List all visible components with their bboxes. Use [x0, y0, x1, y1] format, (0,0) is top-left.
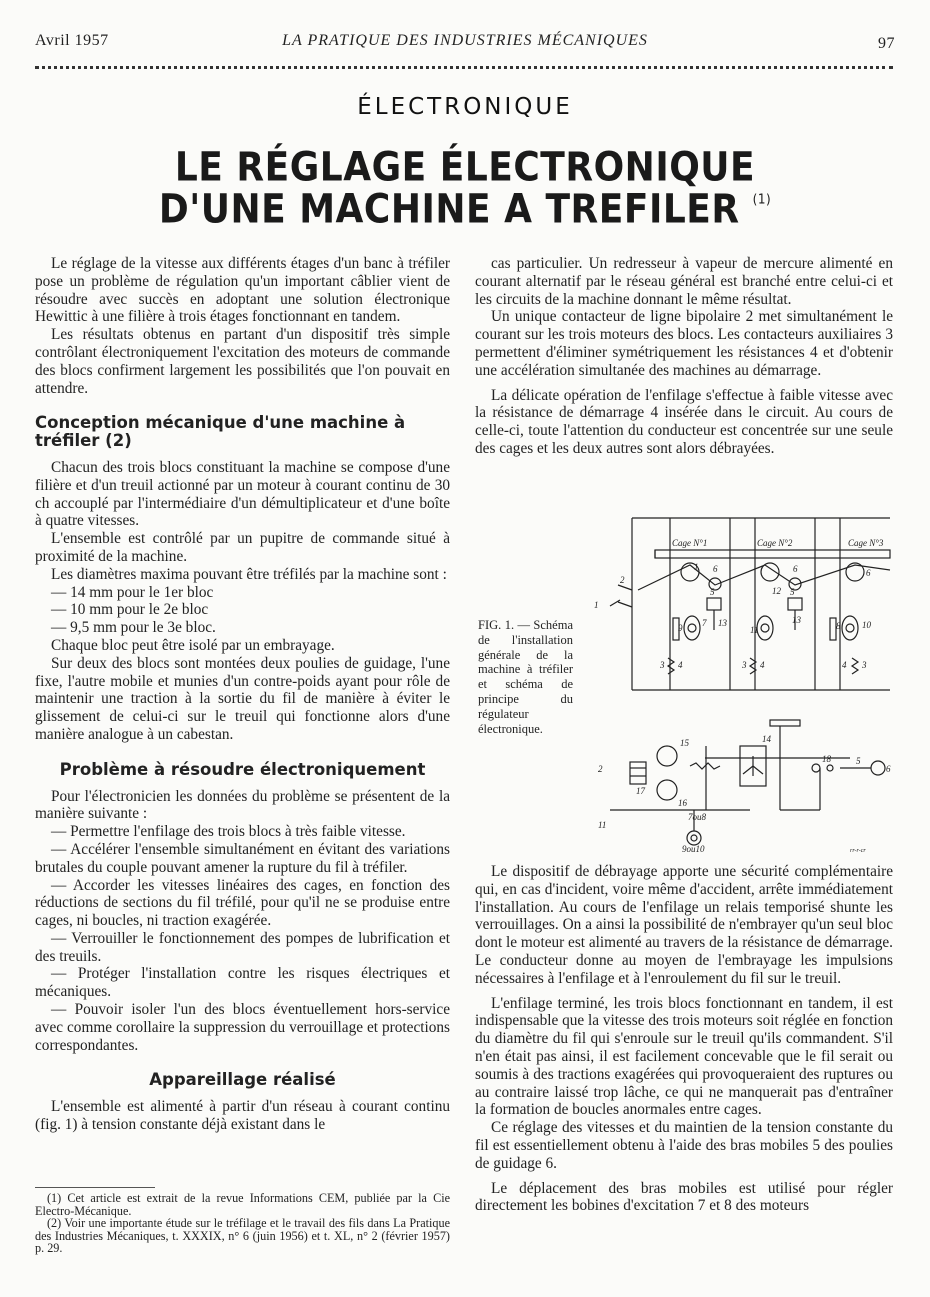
paragraph: cas particulier. Un redresseur à vapeur de mercure alimenté en courant alternatif par le réseau général est branché entre celui-ci et les circuits de la machine donnant le même résultat.	[475, 255, 893, 308]
paragraph: Chacun des trois blocs constituant la machine se compose d'une filière et d'un treuil actionné par un moteur à courant continu de 30 ch accouplé par l'intermédiaire d'un démultiplicateur et d'une boîte à quatre vitesses.	[35, 458, 450, 530]
label-2-diagram: 2	[598, 764, 603, 774]
right-column-top	[475, 255, 893, 458]
figure-caption: FIG. 1. — Schéma de l'installation générale de la machine à tréfiler et schéma de principe du régulateur électronique.	[478, 618, 573, 736]
paragraph: Chaque bloc peut être isolé par un embrayage.	[51, 636, 335, 654]
label-3b: 3	[742, 660, 747, 670]
label-5b: 5	[790, 587, 795, 597]
list-item: — 14 mm pour le 1er bloc	[51, 583, 214, 601]
section-heading: Problème à résoudre électroniquement	[59, 759, 426, 779]
label-6a: 6	[713, 564, 718, 574]
label-18: 18	[822, 754, 831, 764]
label-13b: 13	[792, 615, 801, 625]
cage-1-label: Cage N°1	[672, 538, 708, 548]
journal-title: LA PRATIQUE DES INDUSTRIES MÉCANIQUES	[282, 32, 648, 49]
paragraph: Le réglage de la vitesse aux différents étages d'un banc à tréfiler pose un problème de régulation qu'un important câblier vient de résoudre avec succès en adoptant une solution électronique Hewittic à une filière à trois étages fonctionnant en tandem.	[35, 255, 450, 326]
label-7ou8: 7ou8	[688, 812, 706, 822]
paragraph: Le dispositif de débrayage apporte une sécurité complémentaire qui, en cas d'incident, voire même d'accident, arrête immédiatement l'installation. Au cours de l'enfilage un relais temporisé shunte les verrouillages. On a ainsi la possibilité de n'embrayer qu'un seul bloc dont le moteur est alimenté au travers de la résistance de démarrage. Le conducteur donne au moyen de l'embrayage les impulsions nécessaires à l'enfilage et à l'enroulement du fil sur le treuil.	[475, 863, 893, 987]
label-14: 14	[762, 734, 771, 744]
article-title-line-2	[0, 187, 930, 233]
list-item: — 9,5 mm pour le 3e bloc.	[51, 619, 216, 637]
label-15: 15	[680, 738, 689, 748]
label-6b: 6	[793, 564, 798, 574]
label-1: 1	[594, 600, 599, 610]
paragraph: Pour l'électronicien les données du problème se présentent de la manière suivante :	[35, 787, 450, 823]
label-12: 12	[772, 586, 781, 596]
label-11: 11	[750, 625, 759, 635]
cage-2-label: Cage N°2	[757, 538, 793, 548]
paragraph: Ce réglage des vitesses et du maintien de la tension constante du fil est essentiellement obtenu à l'aide des bras mobiles 5 des poulies de guidage 6.	[475, 1119, 893, 1172]
paragraph: Le déplacement des bras mobiles est utilisé pour régler directement les bobines d'excitation 7 et 8 des moteurs	[475, 1179, 893, 1215]
label-3c: 3	[862, 660, 867, 670]
label-10: 10	[862, 620, 871, 630]
label-9: 9	[678, 623, 683, 633]
footnotes	[35, 1187, 450, 1255]
list-item: — Accélérer l'ensemble simultanément en évitant des variations brutales du couple pouvant amener la rupture du fil à tréfiler.	[35, 840, 450, 876]
label-4b: 4	[760, 660, 765, 670]
paragraph: Sur deux des blocs sont montées deux poulies de guidage, l'une fixe, l'autre mobile et munies d'un contre-poids ayant pour rôle de maintenir une traction à la sortie du fil de manière à éviter le glissement de celui-ci sur le treuil qui fonctionne alors d'une manière analogue à un cabestan.	[35, 654, 450, 743]
label-6c: 6	[866, 568, 871, 578]
footnote-rule	[35, 1187, 155, 1188]
footnote-1: (1) Cet article est extrait de la revue Informations CEM, publiée par la Cie Electro-Mécanique.	[35, 1191, 450, 1218]
paragraph: L'ensemble est alimenté à partir d'un réseau à courant continu (fig. 1) à tension constante déjà existant dans le	[35, 1098, 450, 1134]
paragraph: L'ensemble est contrôlé par un pupitre de commande situé à proximité de la machine.	[35, 530, 450, 565]
label-6-diagram: 6	[886, 764, 891, 774]
label-5-diagram: 5	[856, 756, 861, 766]
cage-3-label: Cage N°3	[848, 538, 884, 548]
title-footnote-ref: (1)	[752, 191, 772, 207]
right-column-bottom	[475, 863, 893, 1215]
label-1-on-pulley: 1	[694, 562, 699, 572]
running-header	[35, 32, 895, 54]
paragraph: Les résultats obtenus en partant d'un dispositif très simple contrôlant électroniquement l'excitation des moteurs de commande des blocs confirment largement les possibilités que l'on pouvait en attendre.	[35, 326, 450, 397]
section-rubric: ÉLECTRONIQUE	[357, 94, 573, 120]
paragraph: La délicate opération de l'enfilage s'effectue à faible vitesse avec la résistance de démarrage 4 insérée dans le circuit. Au cours de celle-ci, toute l'attention du conducteur est concentrée sur une seule des cages et les deux autres sont alors débrayées.	[475, 386, 893, 457]
page-number: 97	[878, 35, 895, 52]
issue-date: Avril 1957	[35, 32, 109, 49]
paragraph: Un unique contacteur de ligne bipolaire 2 met simultanément le courant sur les trois moteurs des blocs. Les contacteurs auxiliaires 3 permettent d'éliminer symétriquement les résistances 4 et d'obtenir une accélération simultanée des machines au démarrage.	[475, 308, 893, 379]
label-16: 16	[678, 798, 687, 808]
section-heading: Conception mécanique d'une machine à tréfiler (2)	[35, 413, 406, 451]
label-9ou10: 9ou10	[682, 844, 705, 854]
label-13a: 13	[718, 618, 727, 628]
article-title-text: D'UNE MACHINE A TREFILER	[158, 186, 740, 233]
footnote-2: (2) Voir une importante étude sur le tréfilage et le travail des fils dans La Pratique des Industries Mécaniques, t. XXXIX, n° 6 (juin 1956) et t. XL, n° 2 (février 1957) p. 29.	[35, 1216, 450, 1255]
list-item: — Accorder les vitesses linéaires des cages, en fonction des réductions de sections du fil tréfilé, pour qu'il ne se produise entre cages, ni boucles, ni traction exagérée.	[35, 876, 450, 930]
list-item: — Permettre l'enfilage des trois blocs à très faible vitesse.	[51, 823, 406, 841]
figure-1-schematic	[590, 510, 890, 860]
label-2: 2	[620, 575, 625, 585]
label-4a: 4	[678, 660, 683, 670]
label-4c: 4	[842, 660, 847, 670]
paragraph: L'enfilage terminé, les trois blocs fonctionnant en tandem, il est indispensable que la vitesse des trois moteurs soit réglée en fonction du diamètre du fil qui s'enroule sur le treuil qu'ils commandent. S'il n'en était pas ainsi, il est facilement concevable que le fil serait ou soumis à des tractions exagérées qui provoqueraient des ruptures ou au contraire laissé trop lâche, ce qui ne manquerait pas d'entraîner la formation de boucles anormales entre cages.	[475, 994, 894, 1119]
left-column	[35, 255, 450, 1134]
label-17: 17	[636, 786, 645, 796]
list-item: — Pouvoir isoler l'un des blocs éventuellement hors-service avec comme corollaire la suppression du verrouillage et protections correspondantes.	[35, 1001, 450, 1054]
article-title-line-1: LE RÉGLAGE ÉLECTRONIQUE	[174, 144, 756, 191]
label-8: 8	[836, 621, 841, 631]
list-item: — Verrouiller le fonctionnement des pompes de lubrification et des treuils.	[35, 929, 450, 965]
paragraph: Les diamètres maxima pouvant être tréfilés par la machine sont :	[51, 565, 447, 583]
label-7: 7	[702, 618, 707, 628]
list-item: — Protéger l'installation contre les risques électriques et mécaniques.	[35, 965, 450, 1001]
label-3a: 3	[660, 660, 665, 670]
header-divider	[35, 66, 893, 69]
list-item: — 10 mm pour le 2e bloc	[51, 601, 209, 619]
label-11-diagram: 11	[598, 820, 607, 830]
section-heading: Appareillage réalisé	[149, 1070, 336, 1090]
label-5a: 5	[710, 587, 715, 597]
figure-credit: rr-r-cr	[850, 848, 866, 854]
